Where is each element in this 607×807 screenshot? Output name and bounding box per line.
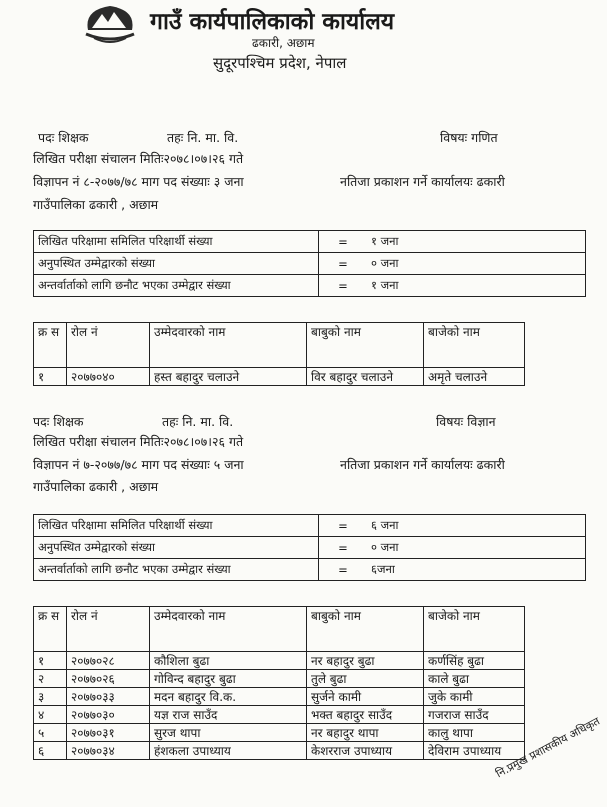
summary-value: ६जना (367, 559, 586, 581)
header-serial: क्र स (34, 607, 67, 652)
header-roll: रोल नं (67, 607, 150, 652)
cell-serial: २ (34, 670, 67, 688)
cell-father: नर बहादुर थापा (307, 724, 424, 742)
cell-candidate: गोविन्द बहादुर बुढा (150, 670, 307, 688)
office-location: ढकारी, अछाम (252, 36, 315, 50)
subject-label-2: विषयः विज्ञान (436, 414, 496, 429)
cell-grandfather: कालु थापा (424, 724, 525, 742)
header-candidate: उम्मेदवारको नाम (150, 607, 307, 652)
candidate-table-1 (33, 322, 525, 386)
table-row (34, 652, 525, 670)
table-header-row (34, 323, 525, 368)
cell-roll: २०७७०३१ (67, 724, 150, 742)
summary-value: ६ जना (367, 515, 586, 537)
summary-row (34, 537, 586, 559)
cell-father: भक्त बहादुर साउँद (307, 706, 424, 724)
table-row (34, 724, 525, 742)
cell-candidate: हस्त बहादुर चलाउने (150, 368, 307, 386)
summary-value: १ जना (367, 231, 586, 253)
municipality-2: गाउँपालिका ढकारी , अछाम (33, 479, 159, 494)
cell-father: केशरराज उपाध्याय (307, 742, 424, 760)
header-father: बाबुको नाम (307, 323, 424, 368)
office-title: गाउँ कार्यपालिकाको कार्यालय (150, 9, 395, 35)
header-serial: क्र स (34, 323, 67, 368)
level-label-2: तहः नि. मा. वि. (162, 414, 234, 429)
table-row (34, 706, 525, 724)
cell-serial: ४ (34, 706, 67, 724)
table-row (34, 670, 525, 688)
header-father: बाबुको नाम (307, 607, 424, 652)
cell-roll: २०७७०४० (67, 368, 150, 386)
result-office-1: नतिजा प्रकाशन गर्ने कार्यालयः ढकारी (340, 174, 505, 189)
summary-eq: = (319, 231, 368, 253)
cell-grandfather: अमृते चलाउने (424, 368, 525, 386)
cell-grandfather: गजराज साउँद (424, 706, 525, 724)
summary-row (34, 253, 586, 275)
summary-eq: = (319, 253, 368, 275)
cell-serial: ५ (34, 724, 67, 742)
summary-eq: = (319, 275, 368, 297)
summary-table-1 (33, 230, 586, 297)
summary-row (34, 559, 586, 581)
municipality-1: गाउँपालिका ढकारी , अछाम (33, 197, 159, 212)
cell-father: विर बहादुर चलाउने (307, 368, 424, 386)
summary-label: अन्तर्वार्ताको लागि छनौट भएका उम्मेद्वार संख्या (34, 559, 319, 581)
summary-eq: = (319, 559, 368, 581)
cell-serial: १ (34, 368, 67, 386)
candidate-table-2 (33, 606, 525, 760)
header-candidate: उम्मेदवारको नाम (150, 323, 307, 368)
advert-2: विज्ञापन नं ७-२०७७/७८ माग पद संख्याः ५ जना (33, 457, 244, 472)
cell-candidate: यज्ञ राज साउँद (150, 706, 307, 724)
table-row (34, 368, 525, 386)
emblem-logo (80, 0, 140, 46)
cell-roll: २०७७०२६ (67, 670, 150, 688)
cell-serial: ६ (34, 742, 67, 760)
table-header-row (34, 607, 525, 652)
post-label-2: पदः शिक्षक (33, 414, 84, 429)
summary-row (34, 231, 586, 253)
exam-date-2: लिखित परीक्षा संचालन मितिः२०७८।०७।२६ गते (33, 434, 244, 449)
cell-serial: ३ (34, 688, 67, 706)
cell-candidate: सुरज थापा (150, 724, 307, 742)
header-grandfather: बाजेको नाम (424, 323, 525, 368)
cell-father: नर बहादुर बुढा (307, 652, 424, 670)
exam-date-1: लिखित परीक्षा संचालन मितिः२०७८।०७।२६ गते (33, 151, 244, 166)
advert-1: विज्ञापन नं ८-२०७७/७८ माग पद संख्याः ३ जना (33, 174, 244, 189)
cell-serial: १ (34, 652, 67, 670)
summary-label: लिखित परिक्षामा समिलित परिक्षार्थी संख्या (34, 231, 319, 253)
summary-label: अन्तर्वार्ताको लागि छनौट भएका उम्मेद्वार संख्या (34, 275, 319, 297)
cell-candidate: कौशिला बुढा (150, 652, 307, 670)
header-grandfather: बाजेको नाम (424, 607, 525, 652)
summary-value: १ जना (367, 275, 586, 297)
summary-value: ० जना (367, 537, 586, 559)
cell-roll: २०७७०३० (67, 706, 150, 724)
summary-label: अनुपस्थित उम्मेद्वारको संख्या (34, 537, 319, 559)
summary-label: लिखित परिक्षामा समिलित परिक्षार्थी संख्या (34, 515, 319, 537)
summary-value: ० जना (367, 253, 586, 275)
header-roll: रोल नं (67, 323, 150, 368)
table-row (34, 688, 525, 706)
cell-father: सुर्जने कामी (307, 688, 424, 706)
cell-candidate: मदन बहादुर वि.क. (150, 688, 307, 706)
signature-stamp: नि.प्रमुख प्रशासकीय अधिकृत (493, 714, 602, 781)
summary-table-2 (33, 514, 586, 581)
cell-roll: २०७७०२८ (67, 652, 150, 670)
cell-roll: २०७७०३३ (67, 688, 150, 706)
subject-label-1: विषयः गणित (440, 130, 498, 145)
summary-row (34, 515, 586, 537)
cell-father: तुले बुढा (307, 670, 424, 688)
cell-grandfather: कर्णसिंह बुढा (424, 652, 525, 670)
office-province: सुदूरपश्चिम प्रदेश, नेपाल (213, 54, 347, 72)
summary-eq: = (319, 537, 368, 559)
table-row (34, 742, 525, 760)
cell-grandfather: देविराम उपाध्याय (424, 742, 525, 760)
cell-candidate: हंशकला उपाध्याय (150, 742, 307, 760)
summary-row (34, 275, 586, 297)
result-office-2: नतिजा प्रकाशन गर्ने कार्यालयः ढकारी (340, 457, 505, 472)
level-label-1: तहः नि. मा. वि. (167, 130, 239, 145)
cell-grandfather: काले बुढा (424, 670, 525, 688)
summary-label: अनुपस्थित उम्मेद्वारको संख्या (34, 253, 319, 275)
summary-eq: = (319, 515, 368, 537)
cell-roll: २०७७०३४ (67, 742, 150, 760)
cell-grandfather: जुके कामी (424, 688, 525, 706)
post-label-1: पदः शिक्षक (38, 130, 89, 145)
